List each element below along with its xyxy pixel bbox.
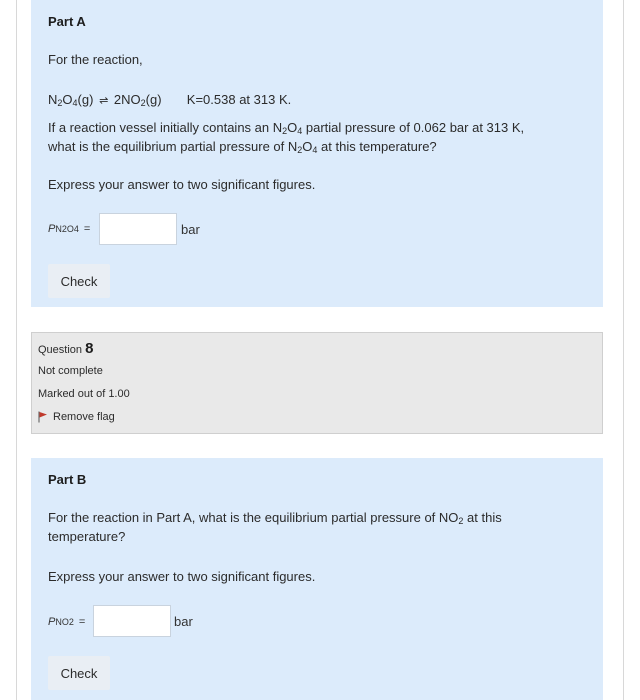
equilibrium-constant: K=0.538 at 313 K.: [186, 92, 292, 107]
part-b-answer-input[interactable]: [93, 605, 171, 637]
remove-flag-link[interactable]: [38, 411, 115, 423]
part-b-instruction: Express your answer to two significant figures.: [48, 569, 316, 584]
part-a-variable-label: PN2O4 =: [48, 223, 91, 235]
part-a-instruction: Express your answer to two significant figures.: [48, 177, 316, 192]
part-a-answer-input[interactable]: [99, 213, 177, 245]
part-b-check-button[interactable]: Check: [48, 656, 110, 690]
question-status: Not complete: [38, 365, 103, 377]
flag-icon: [38, 411, 48, 423]
part-b-question-line1: For the reaction in Part A, what is the equilibrium partial pressure of $NO_2$ at this: [48, 510, 502, 526]
part-a-question-line2: what is the equilibrium partial pressure of $N_2O_4$ at this temperature?: [48, 139, 437, 155]
part-a-unit: bar: [181, 222, 200, 237]
left-border: [16, 0, 17, 700]
part-a-question-line1: If a reaction vessel initially contains an $N_2O_4$ partial pressure of 0.062 bar at 313 K,: [48, 120, 525, 136]
part-b-variable-label: PNO2 =: [48, 616, 86, 628]
question-number: 8: [85, 340, 94, 357]
question-info-box: [31, 332, 603, 434]
question-label: Question 8: [38, 340, 94, 357]
reaction-equation: $N_2O_4(g)$ ⇌ $2NO_2(g)$ K=0.538 at 313 K.: [48, 92, 292, 108]
part-a-intro: For the reaction,: [48, 52, 143, 67]
part-a-title: Part A: [48, 14, 86, 29]
remove-flag-label: Remove flag: [53, 411, 115, 423]
part-a-check-button[interactable]: Check: [48, 264, 110, 298]
part-b-panel: [31, 458, 603, 700]
part-b-question-line2: temperature?: [48, 529, 126, 544]
equilibrium-arrow: ⇌: [99, 95, 109, 107]
part-b-title: Part B: [48, 472, 87, 487]
part-a-panel: [31, 0, 603, 307]
question-marks: Marked out of 1.00: [38, 388, 130, 400]
part-b-unit: bar: [174, 614, 193, 629]
right-border: [623, 0, 624, 700]
